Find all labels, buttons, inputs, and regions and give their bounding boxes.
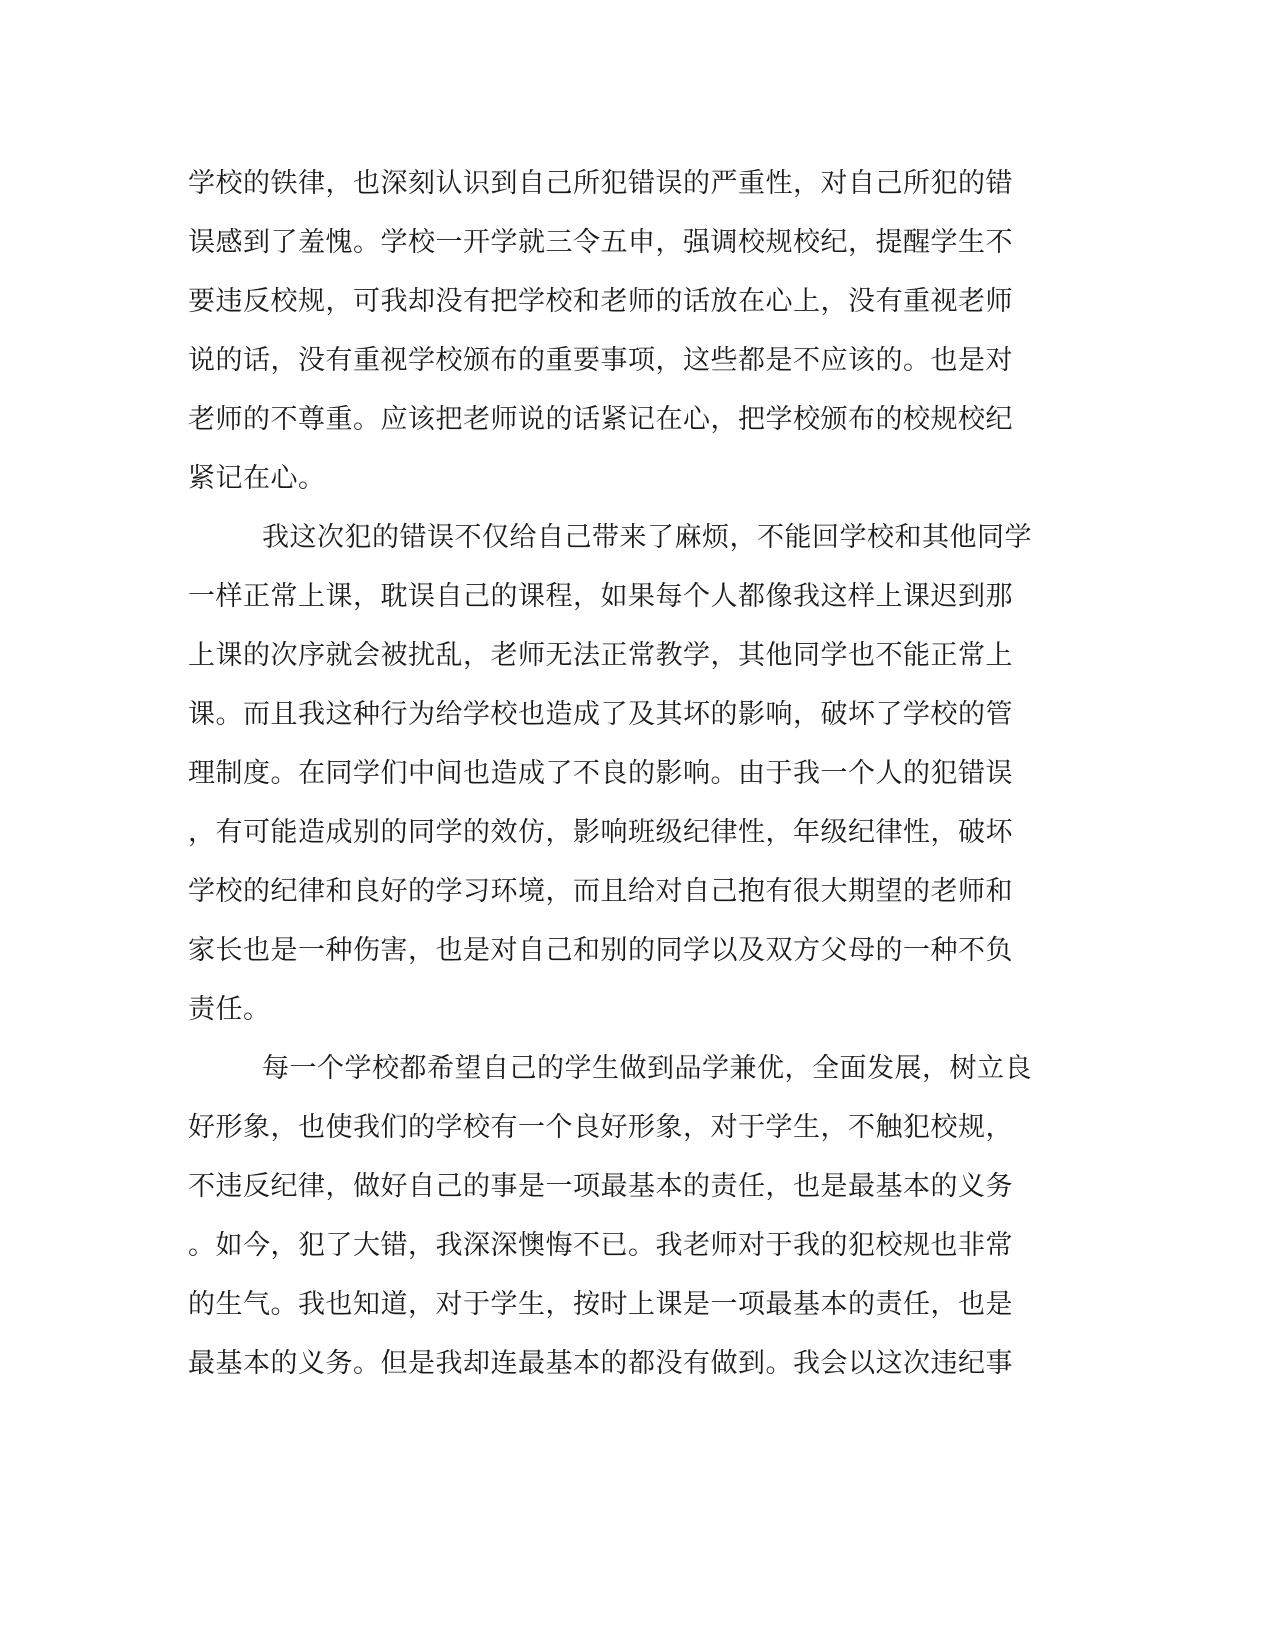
text-line: 的生气。我也知道，对于学生，按时上课是一项最基本的责任，也是 [188, 1289, 1013, 1320]
text-line: 老师的不尊重。应该把老师说的话紧记在心，把学校颁布的校规校纪 [188, 404, 1013, 435]
text-line: 上课的次序就会被扰乱，老师无法正常教学，其他同学也不能正常上 [188, 640, 1013, 671]
text-line: 责任。 [188, 994, 271, 1025]
text-line: 误感到了羞愧。学校一开学就三令五申，强调校规校纪，提醒学生不 [188, 227, 1013, 258]
text-line: 紧记在心。 [188, 463, 326, 494]
text-line: 要违反校规，可我却没有把学校和老师的话放在心上，没有重视老师 [188, 286, 1013, 317]
paragraph-first-line: 我这次犯的错误不仅给自己带来了麻烦，不能回学校和其他同学 [262, 522, 1032, 553]
text-line: 学校的铁律，也深刻认识到自己所犯错误的严重性，对自己所犯的错 [188, 168, 1013, 199]
text-line: 一样正常上课，耽误自己的课程，如果每个人都像我这样上课迟到那 [188, 581, 1013, 612]
text-line: 说的话，没有重视学校颁布的重要事项，这些都是不应该的。也是对 [188, 345, 1013, 376]
text-line: 最基本的义务。但是我却连最基本的都没有做到。我会以这次违纪事 [188, 1348, 1013, 1379]
text-line: 学校的纪律和良好的学习环境，而且给对自己抱有很大期望的老师和 [188, 876, 1013, 907]
text-line: 理制度。在同学们中间也造成了不良的影响。由于我一个人的犯错误 [188, 758, 1013, 789]
text-line: 。如今，犯了大错，我深深懊悔不已。我老师对于我的犯校规也非常 [188, 1230, 1013, 1261]
text-line: 家长也是一种伤害，也是对自己和别的同学以及双方父母的一种不负 [188, 935, 1013, 966]
text-line: 好形象，也使我们的学校有一个良好形象，对于学生，不触犯校规， [188, 1112, 1013, 1143]
text-line: ，有可能造成别的同学的效仿，影响班级纪律性，年级纪律性，破坏 [188, 817, 1013, 848]
paragraph-first-line: 每一个学校都希望自己的学生做到品学兼优，全面发展，树立良 [262, 1053, 1032, 1084]
text-line: 课。而且我这种行为给学校也造成了及其坏的影响，破坏了学校的管 [188, 699, 1013, 730]
text-line: 不违反纪律，做好自己的事是一项最基本的责任，也是最基本的义务 [188, 1171, 1013, 1202]
